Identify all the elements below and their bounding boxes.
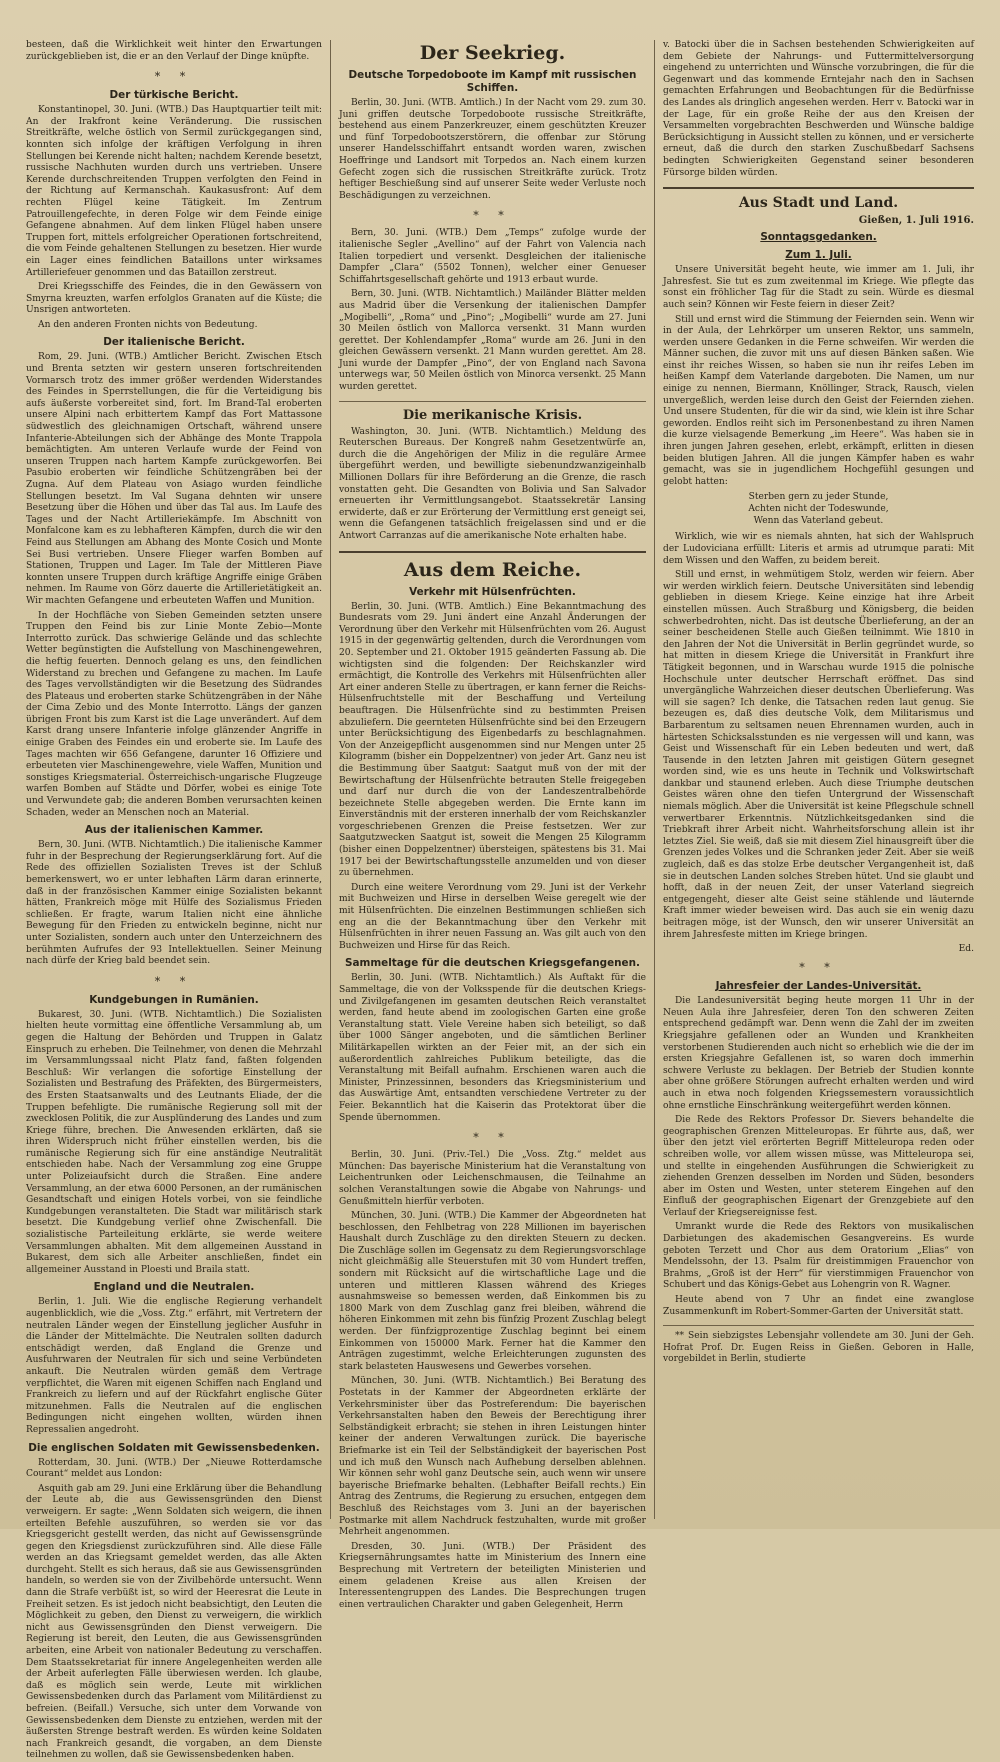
romania-paragraph: Bukarest, 30. Juni. (WTB. Nichtamtlich.) Die Sozialisten hielten heute vormittag eine öffentliche Versammlung ab, um gegen die Haltung der Behörden und Truppen in Galatz Einspruch zu erheben. Die Teilnehmer, von denen die Mehrzahl im Versammlungssaal nicht Platz fand, faßten folgenden Beschluß: Wir verlangen die sofortige Einstellung der Sozialisten und Bestrafung des Präfekten, des Bürgermeisters, des Ersten Staatsanwalts und des Leutnants Eliade, der die Truppen befehligte. Die rumänische Regierung soll mit der zwecklosen Politik, die zur Ausplünderung des Landes und zum Kriege führe, brechen. Die Anwesenden erklärten, daß sie ihren Widerspruch nicht früher einstellen werden, bis die rumänische Regierung sich für eine anständige Neutralität entschieden habe. Nach der Versammlung zog eine Gruppe unter Polizeiaufsicht durch die Straßen. Eine andere Versammlung, an der etwa 6000 Personen, an der rumänischen Gesandtschaft und einigen Hotels vorbei, von sie feindliche Kundgebungen veranstalteten. Die Stadt war militärisch stark besetzt. Die Kundgebung verlief ohne Zwischenfall. Die sozialistische Parteileitung erklärte, sie werde weitere Versammlungen abhalten. Mit dem allgemeinen Ausstand in Bukarest, dem sich alle Arbeiter anschließen, findet ein allgemeiner Ausstand in Ploesti und Braila statt. <box>26 1009 322 1275</box>
verse-line: Achten nicht der Todeswunde, <box>748 504 889 515</box>
heading-from-the-reich: Aus dem Reiche. <box>403 558 582 581</box>
turkish-report-paragraph: Drei Kriegsschiffe des Feindes, die in den Gewässern von Smyrna kreuzten, warfen erfolglos Granaten auf die Küste; die Unsrigen antworteten. <box>26 282 322 316</box>
heading-collection-days: Sammeltage für die deutschen Kriegsgefangenen. <box>345 957 640 970</box>
signature: Ed. <box>958 944 974 955</box>
heading-sunday-thoughts: Sonntagsgedanken. <box>760 231 877 244</box>
verse-line: Sterben gern zu jeder Stunde, <box>748 492 889 503</box>
heading-turkish-report: Der türkische Bericht. <box>109 89 239 102</box>
column-middle <box>331 40 655 1610</box>
objectors-paragraph: Rotterdam, 30. Juni. (WTB.) Der „Nieuwe Rotterdamsche Courant“ meldet aus London: <box>26 1457 322 1480</box>
sinking-paragraph: Bern, 30. Juni. (WTB. Nichtamtlich.) Mailänder Blätter melden aus Madrid über die Versenkung der italienischen Dampfer „Mogibelli“, „Roma“ und „Pino“; „Mogibelli“ wurde am 27. Juni 30 Meilen östlich von Mallorca versenkt. 31 Mann wurden gerettet. Der Kohlendampfer „Roma“ wurde am 26. Juni in den gleichen Gewässern versenkt. 21 Mann wurden gerettet. Am 28. Juni wurde der Dampfer „Pino“, der von England nach Savona unterwegs war, 50 Meilen östlich von Minorca versenkt. 25 Mann wurden gerettet. <box>339 289 646 393</box>
heading-university-anniversary: Jahresfeier der Landes-Universität. <box>715 980 922 993</box>
separator-stars: * * <box>473 1131 512 1145</box>
column-left <box>18 40 331 1761</box>
heading-italian-report: Der italienische Bericht. <box>103 336 245 349</box>
italian-report-paragraph: Rom, 29. Juni. (WTB.) Amtlicher Bericht. Zwischen Etsch und Brenta setzten wir gestern unseren fortschreitenden Vormarsch trotz des immer größer werdenden Widerstandes des Feindes in Sperrstellungen, die für die Verteidigung bis aufs äußerste vorbereitet sind, fort. Im Brand-Tal eroberten unsere Alpini nach erbittertem Kampf das Fort Mattassone südwestlich des gleichnamigen Ortschaft, während unsere Infanterie-Abteilungen sich der Abhänge des Monte Trappola bemächtigten. Am unteren Verlaufe wurde der Feind von unseren Truppen nach hartem Kampfe zurückgeworfen. Bei Pasubio eroberten wir feindliche Schützengräben bei der Zugna. Auf dem Plateau von Asiago wurden feindliche Stellungen besetzt. Im Val Sugana dehnten wir unsere Besetzung über die Höhen und über das Tal aus. Im Laufe des Tages und der Nacht Artilleriekämpfe. Im Abschnitt von Monfalcone kam es zu lebhafteren Kämpfen, durch die wir den Feind aus Stellungen am Abhang des Monte Cosich und Monte Sei Busi vertrieben. Unsere Flieger warfen Bomben auf Stationen, Truppen und Lager. Im Tale der Mittleren Piave konnten unsere Truppen durch kräftige Angriffe einige Gräben nehmen. Im Raume von Görz dauerte die Artillerietätigkeit an. Wir machten Gefangene und erbeuteten Waffen und Munition. <box>26 352 322 606</box>
anniversary-paragraph: Umrankt wurde die Rede des Rektors von musikalischen Darbietungen des akademischen Gesangvereins. Es wurde geboten Terzett und Chor aus dem Oratorium „Elias“ von Mendelssohn, der 13. Psalm für dreistimmigen Frauenchor von Brahms, „Groß ist der Herr“ für vierstimmigen Frauenchor von Schubert und das Königs-Gebet aus Lohengrin von R. Wagner. <box>663 1222 974 1291</box>
england-neutrals-paragraph: Berlin, 1. Juli. Wie die englische Regierung verhandelt augenblicklich, wie die „Voss. Ztg.“ erfährt, mit Vertretern der neutralen Länder wegen der Einstellung jeglicher Ausfuhr in die Länder der Mittelmächte. Die Neutralen sollten dadurch entschädigt werden, daß England die Grenze und Ausfuhrwaren der Neutralen für sich und seine Verbündeten ankauft. Die Neutralen würden gemäß dem Vertrage verpflichtet, die Waren mit eigenen Schiffen nach England und Frankreich zu liefern und auf der Rückfahrt englische Güter mitzunehmen. Falls die Neutralen auf die englischen Bedingungen nicht eingehen wollten, würden ihnen Repressalien angedroht. <box>26 1297 322 1435</box>
heading-mexican-crisis: Die merikanische Krisis. <box>402 407 583 423</box>
birthday-paragraph: ** Sein siebzigstes Lebensjahr vollendete am 30. Juni der Geh. Hofrat Prof. Dr. Eugen Reiss in Gießen. Geboren in Halle, vorgebildet in Berlin, studierte <box>663 1331 974 1365</box>
column-container <box>18 40 982 1761</box>
italian-chamber-paragraph: Bern, 30. Juni. (WTB. Nichtamtlich.) Die italienische Kammer fuhr in der Besprechung der Regierungserklärung fort. Auf die Rede des offiziellen Sozialisten Treves ist der Schluß bemerkenswert, wo er unter lebhaften Lärm daran erinnerte, daß in der französischen Kammer einige Sozialisten bekannt hätten, Frankreich möge mit Hülfe des Sozialismus Frieden schließen. Er fragte, warum Italien nicht eine ähnliche Bewegung für den Frieden zu entwickeln beginne, nicht nur unter Sozialisten, sondern auch unter den Unterzeichnern des berühmten Aufrufes der 93 Intellektuellen. Seiner Meinung nach dürfe der Krieg bald beendet sein. <box>26 840 322 967</box>
heading-july-first: Zum 1. Juli. <box>785 249 852 262</box>
sunday-paragraph: Still und ernst wird die Stimmung der Feiernden sein. Wenn wir in der Aula, der Lehrkörper um unseren Rektor, uns sammeln, werden unsere Gedanken in die Ferne schweifen. Wir werden die Männer suchen, die zuvor mit uns auf diesen Bänken saßen. Wie einst ihr reiches Wissen, so haben sie nun ihr reifes Leben im heißen Kampf dem Vaterlande dargeboten. Die Namen, um nur einige zu nennen, Biermann, Knöllinger, Strack, Rausch, vielen unvergeßlich, werden leise durch den Geist der Feiernden ziehen. Und unsere Studenten, für die wir da sind, wie klein ist ihre Schar geworden. Endlos reiht sich im Personenbestand zu ihren Namen die kurze vielsagende Bemerkung „im Heere“. Was haben sie in ihren jungen Jahren gesehen, erlebt, erkämpft, erlitten in diesen beiden blutigen Jahren. All die jungen Kämpfer haben es wahr gemacht, was sie in jugendlichem Hochgefühl gesungen und gelobt hatten: <box>663 314 974 487</box>
heading-city-and-country: Aus Stadt und Land. <box>738 195 899 212</box>
sinking-paragraph: Bern, 30. Juni. (WTB.) Dem „Temps“ zufolge wurde der italienische Segler „Avellino“ auf der Fahrt von Valencia nach Italien torpediert und versenkt. Desgleichen der italienische Dampfer „Clara“ (5502 Tonnen), welcher einer Genueser Schiffahrtsgesellschaft gehörte und 1913 erbaut wurde. <box>339 228 646 285</box>
divider <box>339 401 646 402</box>
divider-rule <box>663 187 974 189</box>
poem-verse <box>663 491 974 527</box>
heading-italian-chamber: Aus der italienischen Kammer. <box>84 824 264 837</box>
italian-report-paragraph: In der Hochfläche von Sieben Gemeinden setzten unsere Truppen den Feind bis zur Linie Monte Zebio—Monte Interrotto zurück. Das schwierige Gelände und das schlechte Wetter begünstigten die Aufstellung von Maschinengewehren, die heftig feuerten. Dennoch gelang es uns, den feindlichen Widerstand zu brechen und Gefangene zu machen. Im Laufe des Tages vervollständigten wir die Besetzung des Südrandes des Plateaus und eroberten starke Schützengräben in der Nähe der Cima Zebio und des Monte Interrotto. Längs der ganzen übrigen Front bis zum Karst ist die Lage unverändert. Auf dem Karst drang unsere Infanterie infolge glänzender Angriffe in einige Graben des Feindes ein und eroberte sie. Im Laufe des Tages machten wir 656 Gefangene, darunter 16 Offiziere und erbeuteten vier Maschinengewehre, viele Waffen, Munition und sonstiges Kriegsmaterial. Österreichisch-ungarische Flugzeuge warfen Bomben auf Städte und Dörfer, wobei es einige Tote und Verwundete gab; die anderen Bomben verursachten keinen Schaden, weder an Menschen noch an Material. <box>26 610 322 818</box>
bavaria-paragraph: München, 30. Juni. (WTB. Nichtamtlich.) Bei Beratung des Postetats in der Kammer der Abgeordneten erklärte der Verkehrsminister über das Postreferendum: Die bayerischen Verkehrsanstalten haben den Beweis der Berechtigung ihrer Selbständigkeit erbracht; sie stehen in ihren Leistungen hinter keiner der anderen Verwaltungen zurück. Die bayerische Briefmarke ist ein Teil der Selbständigkeit der bayerischen Post und ich muß den Wunsch nach Aufhebung derselben ablehnen. Wir können sehr wohl ganz Deutsche sein, auch wenn wir unsere bayerische Briefmarke behalten. (Lebhafter Beifall rechts.) Ein Antrag des Zentrums, die Regierung zu ersuchen, entgegen dem Beschluß des Reichstages vom 3. Juni an der bayerischen Postmarke mit allem Nachdruck festzuhalten, wurde mit großer Mehrheit angenommen. <box>339 1376 646 1538</box>
heading-romania: Kundgebungen in Rumänien. <box>89 993 259 1006</box>
sunday-paragraph: Wirklich, wie wir es niemals ahnten, hat sich der Wahlspruch der Ludoviciana erfüllt: Literis et armis ad utrumque parati: Mit dem Wissen und den Waffen, zu beidem bereit. <box>663 532 974 566</box>
mexican-crisis-paragraph: Washington, 30. Juni. (WTB. Nichtamtlich.) Meldung des Reuterschen Bureaus. Der Kongreß nahm Gesetzentwürfe an, durch die die Angehörigen der Miliz in die reguläre Armee übergeführt werden, und bewilligte siebenundzwanzigeinhalb Millionen Dollars für ihre Beförderung an die Grenze, die rasch vonstatten geht. Die Gesandten von Bolivia und San Salvador erneuerten ihr Vermittlungsangebot. Staatssekretär Lansing erwiderte, daß er zur Erörterung der Vermittlung erst geneigt sei, wenn die Gefangenen tatsächlich freigelassen sind und er die Antwort Carranzas auf die amerikanische Note erhalten habe. <box>339 426 646 541</box>
separator-stars: * * <box>154 974 194 988</box>
heading-england-neutrals: England und die Neutralen. <box>93 1281 255 1294</box>
torpedo-paragraph: Berlin, 30. Juni. (WTB. Amtlich.) In der Nacht vom 29. zum 30. Juni griffen deutsche Torpedoboote russische Streitkräfte, bestehend aus einem Panzerkreuzer, einem geschützten Kreuzer und fünf Torpedobootszerstörern, die offenbar zur Störung unserer Handelsschiffahrt entsandt worden waren, zwischen Hoeffringe und Landsort mit Torpedos an. Nach einem kurzen Gefecht zogen sich die russischen Streitkräfte zurück. Trotz heftiger Beschießung sind auf unserer Seite weder Verluste noch Beschädigungen zu verzeichnen. <box>339 98 646 201</box>
anniversary-paragraph: Die Rede des Rektors Professor Dr. Sievers behandelte die geographischen Grenzen Mitteleuropas. Er führte aus, daß, wer über den jetzt viel erörterten Begriff Mitteleuropa reden oder schreiben wolle, vor allem wissen müsse, was Mitteleuropa sei, und stellte in eingehenden Ausführungen die Schwierigkeit zu ziehenden Grenzen desselben im Norden und Süden, besonders aber im Osten und Westen, unter steterem Eingehen auf den Einfluß der geographischen Eigenart der Grenzgebiete auf den Verlauf der Kriegsereignisse fest. <box>663 1115 974 1218</box>
anniversary-paragraph: Die Landesuniversität beging heute morgen 11 Uhr in der Neuen Aula ihre Jahresfeier, deren Ton den schweren Zeiten entsprechend gedämpft war. Denn wenn die Zahl der im zweiten Kriegsjahre gefallenen oder an Wunden und Krankheiten verstorbenen Studierenden auch nicht so erheblich wie die der im ersten Kriegsjahre Gefallenen ist, so waren doch immerhin schwere Verluste zu beklagen. Der Betrieb der Studien konnte aber ohne größere Störungen aufrecht erhalten werden und wird auch in etwa noch folgenden Kriegssemestern voraussichtlich ohne ernstliche Einschränkung weitergeführt werden können. <box>663 996 974 1111</box>
collection-days-paragraph: Berlin, 30. Juni. (WTB. Nichtamtlich.) Als Auftakt für die Sammeltage, die von der Volksspende für die deutschen Kriegs- und Zivilgefangenen im gesamten deutschen Reich veranstaltet werden, fand heute abend im zoologischen Garten eine große Veranstaltung statt. Viele Vereine haben sich beteiligt, so daß über 1000 Sänger angeboten, und die sämtlichen Berliner Militärkapellen wirkten an der Feier mit, an der sich ein außerordentlich zahlreiches Publikum beteiligte, das die Veranstaltung mit Beifall aufnahm. Erschienen waren auch die Minister, Prinzessinnen, besonders das Kriegsministerium und das Auswärtige Amt, entsandten verschiedene Vertreter zu der Feier. Bekanntlich hat die Kaiserin das Protektorat über die Spende übernommen. <box>339 973 646 1123</box>
legumes-paragraph: Durch eine weitere Verordnung vom 29. Juni ist der Verkehr mit Buchweizen und Hirse in derselben Weise geregelt wie der mit Hülsenfrüchten. Die einzelnen Bestimmungen schließen sich eng an die der Bekanntmachung über den Verkehr mit Hülsenfrüchten in ihrer neuen Fassung an. Was gilt auch von den Buchweizen und Hirse für das Reich. <box>339 882 646 951</box>
separator-stars: * * <box>799 961 838 975</box>
bavaria-paragraph: München, 30. Juni. (WTB.) Die Kammer der Abgeordneten hat beschlossen, den Fehlbetrag von 228 Millionen im bayerischen Haushalt durch Zuschläge zu den direkten Steuern zu decken. Die Zuschläge sollen im Gegensatz zu dem Regierungsvorschlage nicht gleichmäßig alle Steuerstufen mit 30 vom Hundert treffen, sondern mit Rücksicht auf die wirtschaftliche Lage und die unteren und mittleren Klassen während des Krieges ausnahmsweise so bemessen werden, daß Einkommen bis zu 1800 Mark von dem Zuschlag ganz frei bleiben, während die höheren Einkommen mit zehn bis fünfzig Prozent Zuschlag belegt werden. Der fünfzigprozentige Zuschlag beginnt bei einem Einkommen von 150000 Mark. Ferner hat die Kammer den Anträgen zugestimmt, welche Erleichterungen zugunsten des stark belasteten Hauswesens und Gewerbes vorsehen. <box>339 1211 646 1372</box>
dateline: Gießen, 1. Juli 1916. <box>858 215 974 227</box>
column-right <box>655 40 982 1519</box>
turkish-report-paragraph: Konstantinopel, 30. Juni. (WTB.) Das Hauptquartier teilt mit: An der Irakfront keine Veränderung. Die russischen Streitkräfte, welche östlich von Sermil zurückgegangen sind, konnten sich infolge der kräftigen Verfolgung in ihren Stellungen bei Kerende nicht halten; nachdem Kerende besetzt, russische Nachhuten wurden durch uns vertrieben. Unsere Kerende durchschreitenden Truppen verfolgten den Feind in der Richtung auf Kermanschah. Kaukasusfront: Auf dem rechten Flügel keine Tätigkeit. Im Zentrum Patrouillengefechte, in deren Folge wir dem Feinde einige Gefangene abnahmen. Auf dem linken Flügel haben unsere Truppen fort, mittels erfolgreicher Operationen fortschreitend, die vom Feinde gehaltenen Stellungen zu besetzen. Hier wurde ein Lager eines feindlichen Bataillons unter wirksames Artilleriefeuer genommen und das Bataillon zerstreut. <box>26 105 322 278</box>
sunday-paragraph: Unsere Universität begeht heute, wie immer am 1. Juli, ihr Jahresfest. Sie tut es zum zweitenmal im Kriege. Wie pflegte das sonst ein fröhlicher Tag für die Stadt zu sein. Würde es diesmal auch sein? Können wir Feste feiern in dieser Zeit? <box>663 265 974 310</box>
separator-stars: * * <box>154 70 194 84</box>
anniversary-paragraph: Heute abend von 7 Uhr an findet eine zwanglose Zusammenkunft im Robert-Sommer-Garten der Universität statt. <box>663 1295 974 1317</box>
sunday-paragraph: Still und ernst, in wehmütigem Stolz, werden wir feiern. Aber wir werden wirklich feiern. Deutsche Universitäten sind lebendig geblieben in diesem Kriege. Keine einzige hat ihre Arbeit einstellen müssen. Auch Straßburg und Königsberg, die beiden schwerbedrohten, nicht. Das ist deutsche Überlieferung, an der an seiner bescheidenen Stelle auch Gießen teilnimmt. Wie 1810 in den Jahren der Not die Universität in Berlin gegründet wurde, so hat mitten in diesem Kriege die Universität in Frankfurt ihre Tätigkeit begonnen, und in Warschau wurde 1915 die polnische Hochschule unter deutscher Herrschaft eröffnet. Das sind unvergängliche Wahrzeichen dieser deutschen Überlieferung. Was will sie sagen? Ich denke, die Tatsachen reden laut genug. Sie bezeugen es, daß dies deutsche Volk, dem Militarismus und Barbarentum zu seltsamen neuen Ehrennamen wurden, auch in härtesten Schicksalsstunden es nie vergessen will und kann, was Geist und Wissenschaft für ein Leben bedeuten und wert, daß Tausende in den letzten Jahren mit geistigen Gütern gesegnet worden sind, wie es uns heute in Technik und Volkswirtschaft dankbar und staunend erleben. Auch diese Triumphe deutschen Geistes wären ohne den tiefen Untergrund der Wissenschaft niemals möglich. Aber die Universität ist keine Pflegschule schnell verwertbarer Erkenntnis. Nützlichkeitsgedanken sind die Triebkraft ihrer Arbeit nicht. Wahrheitsforschung allein ist ihr letztes Ziel. Sie weiß, daß sie mit diesem Ziel hinausgreift über die Grenzen jedes Volkes und die Schranken jeder Zeit. Aber sie weiß zugleich, daß es das stolze Erbe deutscher Vergangenheit ist, daß sie in deutschen Landen solches Streben hütet. Und sie glaubt und hofft, daß in der neuen Zeit, der unser Vaterland siegreich entgegengeht, dieser alte Geist seine stählende und läuternde Kraft immer wieder beweisen wird. Das auch sie ein wenig dazu beitragen möge, ist der Wunsch, den wir unserer Universität an ihrem Jahresfeste mitten im Kriege bringen. <box>663 570 974 940</box>
verse-line: Wenn das Vaterland gebeut. <box>753 516 884 527</box>
heading-conscientious-objectors: Die englischen Soldaten mit Gewissensbedenken. <box>28 1441 320 1454</box>
heading-legumes: Verkehr mit Hülsenfrüchten. <box>409 585 576 598</box>
divider <box>663 1325 974 1326</box>
divider-rule <box>339 551 646 553</box>
heading-naval-war: Der Seekrieg. <box>419 42 566 64</box>
dresden-paragraph: Dresden, 30. Juni. (WTB.) Der Präsident des Kriegsernährungsamtes hatte im Ministerium des Innern eine Besprechung mit Vertretern der beteiligten Ministerien und einem geladenen Kreise aus allen Kreisen der Interessentengruppen des Landes. Die Besprechungen trugen einen vertraulichen Charakter und gaben Gelegenheit, Herrn <box>339 1541 646 1610</box>
objectors-paragraph: Asquith gab am 29. Juni eine Erklärung über die Behandlung der Leute ab, die aus Gewissensgründen den Dienst verweigern. Er sagte: „Wenn Soldaten sich weigern, die ihnen erteilten Befehle auszuführen, so werden sie vor das Kriegsgericht gestellt werden, das nicht auf Gewissensgründe gegen den Kriegsdienst zurückzuführen sind. Alle diese Fälle werden an das Kriegsamt gemeldet werden, das alle Akten durchgeht. Stellt es sich heraus, daß sie aus Gewissensgründen handeln, so werden sie von der Zivilbehörde untersucht. Wenn dann die Strafe verbüßt ist, so wird der Heeresrat die Leute in Freiheit setzen. Es ist jedoch nicht beabsichtigt, den Leuten die Möglichkeit zu geben, den Dienst zu verweigern, die wirklich nicht aus Gewissensgründen den Dienst verweigern. Die Regierung ist bereit, den Leuten, die aus Gewissensgründen arbeiten, eine Arbeit von nationaler Bedeutung zu verschaffen. Dem Staatssekretariat für innere Angelegenheiten werden alle der Arbeit auferlegten Fälle überwiesen werden. Ich glaube, daß es möglich sein werde, Leute mit wirklichen Gewissensbedenken durch das Parlament vom Militärdienst zu befreien. (Beifall.) Versuche, sich unter dem Vorwande von Gewissensbedenken dem Dienste zu entziehen, werden mit der äußersten Strenge bestraft werden. Es würden keine Soldaten nach Frankreich gesandt, die vorgaben, an dem Dienste teilnehmen zu wollen, daß sie Gewissensbedenken haben. <box>26 1483 322 1761</box>
heading-torpedo-boats: Deutsche Torpedoboote im Kampf mit russischen Schiffen. <box>348 69 637 94</box>
turkish-report-paragraph: An den anderen Fronten nichts von Bedeutung. <box>38 319 258 330</box>
legumes-paragraph: Berlin, 30. Juni. (WTB. Amtlich.) Eine Bekanntmachung des Bundesrats vom 29. Juni ändert eine Anzahl Änderungen der Verordnung über den Verkehr mit Hülsenfrüchten vom 26. August 1915 in der gegenwärtig geltenden, durch die Verordnungen vom 20. September und 21. Oktober 1915 geänderten Fassung ab. Die wichtigsten sind die folgenden: Der Reichskanzler wird ermächtigt, die Kontrolle des Verkehrs mit Hülsenfrüchten aller Art einer anderen Stelle zu übertragen, er kann ferner die Reichs-Hülsenfruchtstelle mit der Beschaffung und Verteilung beauftragen. Die Hülsenfrüchte sind zu bestimmten Preisen abzuliefern. Die geernteten Hülsenfrüchte sind bei den Erzeugern unter Berücksichtigung des Eigenbedarfs zu beschlagnahmen. Von der Anzeigepflicht ausgenommen sind nur Mengen unter 25 Kilogramm (bisher ein Doppelzentner) von jeder Art. Ganz neu ist die Bestimmung über Saatgut: Saatgut muß von der mit der Bewirtschaftung der Hülsenfrüchte betrauten Stelle freigegeben und darf nur durch die von der Landeszentralbehörde bezeichnete Stelle abgegeben werden. Die Ernte kann im Einverständnis mit der ersteren innerhalb der vom Reichskanzler vorgeschriebenen Grenzen die Preise festsetzen. Wer zur Saatgutzwecken Saatgut ist, soweit die Mengen 25 Kilogramm (bisher einen Doppelzentner) übersteigen, spätestens bis 31. Mai 1917 bei der Bewirtschaftungsstelle anzumelden und von dieser zu übernehmen. <box>339 601 646 879</box>
batocki-paragraph: v. Batocki über die in Sachsen bestehenden Schwierigkeiten auf dem Gebiete der Nahrungs- und Futtermittelversorgung eingehend zu unterrichten und Wünsche vorzubringen, die für die Gegenwart und das kommende Erntejahr nach den in Sachsen gemachten Erfahrungen und Beobachtungen für die Bedürfnisse des Landes als dringlich angesehen werden. Herr v. Batocki war in der Lage, für ein große Reihe der aus den Kreisen der Versammelten vorgebrachten Beschwerden und Wünsche baldige Berücksichtigung in Aussicht stellen zu können, und er versicherte erneut, daß die durch den starken Zuschußbedarf Sachsens bedingten Schwierigkeiten Gegenstand seiner besonderen Fürsorge bilden würden. <box>663 40 974 178</box>
separator-stars: * * <box>473 209 512 223</box>
intro-paragraph: besteen, daß die Wirklichkeit weit hinter den Erwartungen zurückgeblieben ist, die er an den Verlauf der Dinge knüpfte. <box>26 40 322 62</box>
bavaria-paragraph: Berlin, 30. Juni. (Priv.-Tel.) Die „Voss. Ztg.“ meldet aus München: Das bayerische Ministerium hat die Veranstaltung von Leichentrunken oder Leichenschmausen, die Teilnahme an solchen Veranstaltungen sowie die Abgabe von Nahrungs- und Genußmitteln hierfür verboten. <box>339 1150 646 1207</box>
